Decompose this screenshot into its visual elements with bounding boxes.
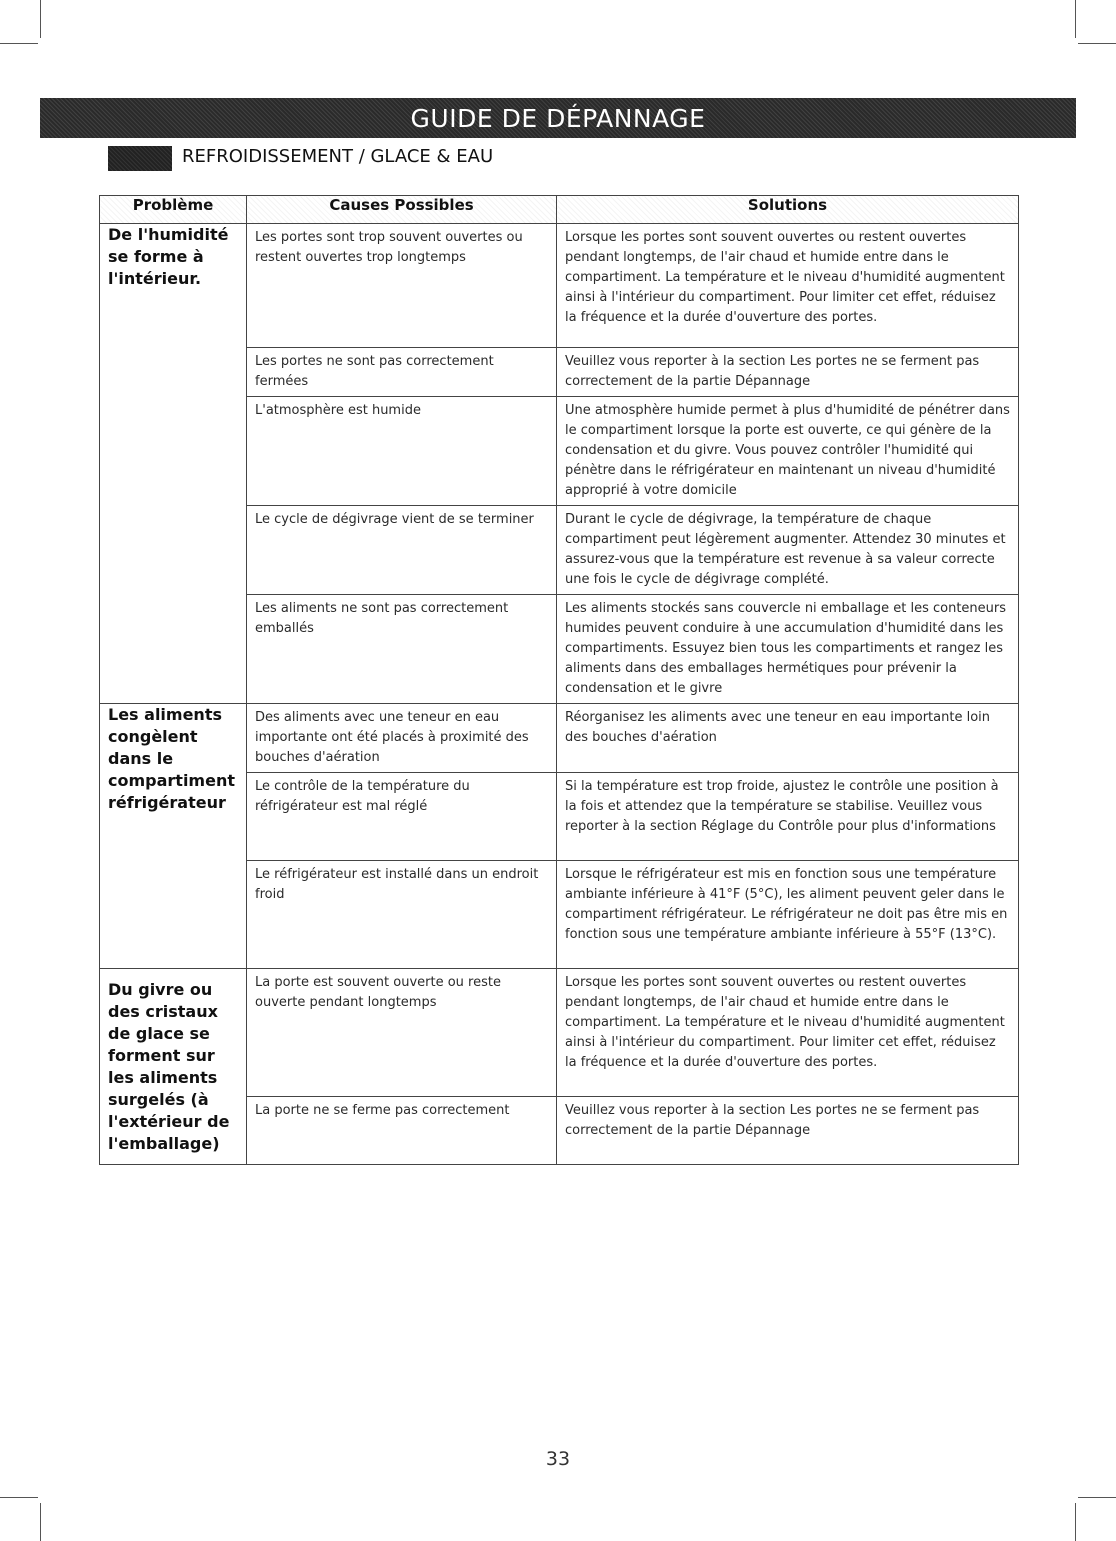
solution-cell: Si la température est trop froide, ajustez le contrôle une position à la fois et attendez que la température se stabilise. Veuillez vous reporter à la section Réglage du Contrôle pour plus d'informations bbox=[557, 773, 1019, 861]
column-header-problem: Problème bbox=[100, 196, 247, 224]
crop-mark bbox=[1075, 0, 1076, 38]
solution-cell: Une atmosphère humide permet à plus d'humidité de pénétrer dans le compartiment lorsque la porte est ouverte, ce qui génère de la condensation et du givre. Vous pouvez contrôler l'humidité qui pénètre dans le réfrigérateur en maintenant un niveau d'humidité approprié à votre domicile bbox=[557, 397, 1019, 506]
page-number: 33 bbox=[545, 1448, 571, 1470]
page-banner bbox=[40, 98, 1076, 138]
cause-cell: Les portes ne sont pas correctement fermées bbox=[247, 348, 557, 397]
crop-mark bbox=[40, 0, 41, 38]
crop-mark bbox=[40, 1503, 41, 1541]
cause-cell: Le réfrigérateur est installé dans un endroit froid bbox=[247, 861, 557, 969]
table-row bbox=[100, 969, 1019, 1097]
table-row bbox=[100, 224, 1019, 348]
crop-mark bbox=[1078, 1497, 1116, 1498]
crop-mark bbox=[0, 43, 38, 44]
cause-cell: Des aliments avec une teneur en eau importante ont été placés à proximité des bouches d'aération bbox=[247, 704, 557, 773]
troubleshooting-table bbox=[99, 195, 1019, 1165]
problem-cell: De l'humidité se forme à l'intérieur. bbox=[100, 224, 247, 704]
cause-cell: Les portes sont trop souvent ouvertes ou restent ouvertes trop longtemps bbox=[247, 224, 557, 348]
cause-cell: Les aliments ne sont pas correctement emballés bbox=[247, 595, 557, 704]
section-title: REFROIDISSEMENT / GLACE & EAU bbox=[182, 146, 494, 167]
cause-cell: Le contrôle de la température du réfrigérateur est mal réglé bbox=[247, 773, 557, 861]
crop-mark bbox=[1078, 43, 1116, 44]
solution-cell: Réorganisez les aliments avec une teneur en eau importante loin des bouches d'aération bbox=[557, 704, 1019, 773]
solution-cell: Durant le cycle de dégivrage, la température de chaque compartiment peut légèrement augmenter. Attendez 30 minutes et assurez-vous que la température est revenue à sa valeur correcte une fois le cycle de dégivrage complété. bbox=[557, 506, 1019, 595]
column-header-solutions: Solutions bbox=[557, 196, 1019, 224]
section-marker bbox=[108, 146, 172, 171]
cause-cell: L'atmosphère est humide bbox=[247, 397, 557, 506]
solution-cell: Veuillez vous reporter à la section Les portes ne se ferment pas correctement de la partie Dépannage bbox=[557, 348, 1019, 397]
cause-cell: La porte est souvent ouverte ou reste ouverte pendant longtemps bbox=[247, 969, 557, 1097]
table-row bbox=[100, 704, 1019, 773]
cause-cell: Le cycle de dégivrage vient de se terminer bbox=[247, 506, 557, 595]
page-title: GUIDE DE DÉPANNAGE bbox=[410, 103, 706, 133]
solution-cell: Veuillez vous reporter à la section Les portes ne se ferment pas correctement de la partie Dépannage bbox=[557, 1097, 1019, 1165]
table-header-row bbox=[100, 196, 1019, 224]
solution-cell: Lorsque le réfrigérateur est mis en fonction sous une température ambiante inférieure à 41°F (5°C), les aliment peuvent geler dans le compartiment réfrigérateur. Le réfrigérateur ne doit pas être mis en fonction sous une température ambiante inférieure à 55°F (13°C). bbox=[557, 861, 1019, 969]
solution-cell: Lorsque les portes sont souvent ouvertes ou restent ouvertes pendant longtemps, de l'air chaud et humide entre dans le compartiment. La température et le niveau d'humidité augmentent ainsi à l'intérieur du compartiment. Pour limiter cet effet, réduisez la fréquence et la durée d'ouverture des portes. bbox=[557, 969, 1019, 1097]
cause-cell: La porte ne se ferme pas correctement bbox=[247, 1097, 557, 1165]
problem-cell: Les aliments congèlent dans le compartiment réfrigérateur bbox=[100, 704, 247, 969]
solution-cell: Les aliments stockés sans couvercle ni emballage et les conteneurs humides peuvent conduire à une accumulation d'humidité dans les compartiments. Essuyez bien tous les compartiments et rangez les aliments dans des emballages hermétiques pour prévenir la condensation et le givre bbox=[557, 595, 1019, 704]
crop-mark bbox=[1075, 1503, 1076, 1541]
crop-mark bbox=[0, 1497, 38, 1498]
solution-cell: Lorsque les portes sont souvent ouvertes ou restent ouvertes pendant longtemps, de l'air chaud et humide entre dans le compartiment. La température et le niveau d'humidité augmentent ainsi à l'intérieur du compartiment. Pour limiter cet effet, réduisez la fréquence et la durée d'ouverture des portes. bbox=[557, 224, 1019, 348]
problem-cell: Du givre ou des cristaux de glace se forment sur les aliments surgelés (à l'extérieur de l'emballage) bbox=[100, 969, 247, 1165]
column-header-causes: Causes Possibles bbox=[247, 196, 557, 224]
